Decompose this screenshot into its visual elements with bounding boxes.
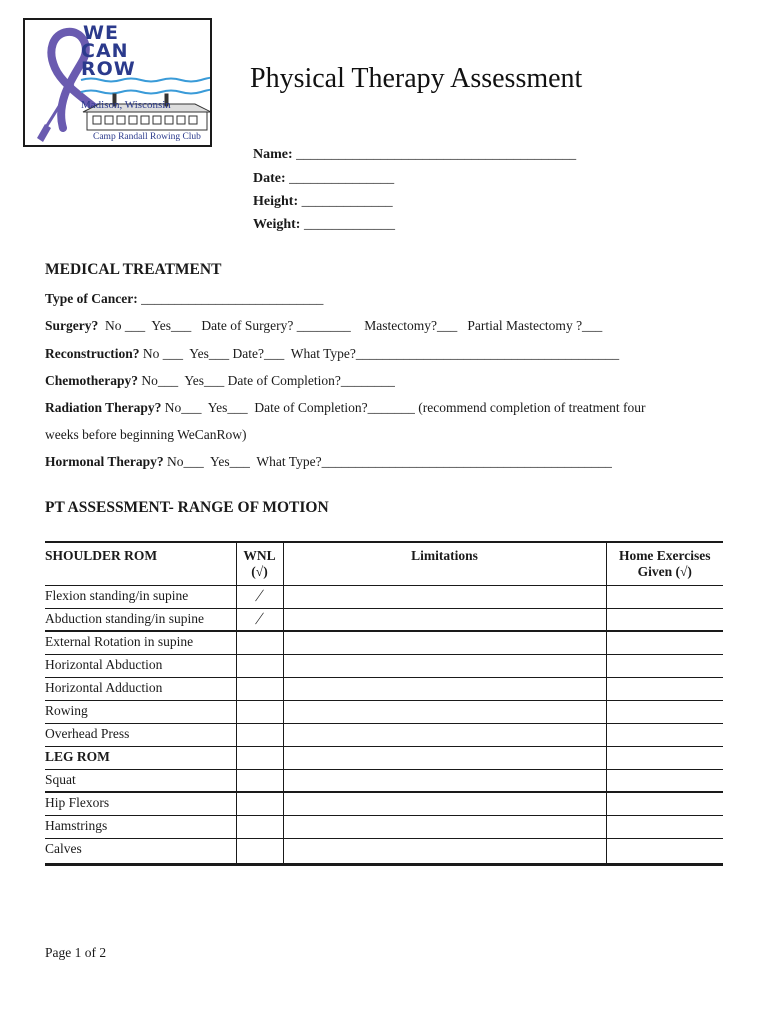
table-row [45,815,723,838]
chemotherapy-options: No___ Yes___ Date of Completion?________ [138,373,395,388]
reconstruction-line[interactable] [45,346,619,362]
col-home-line2: Given (√) [637,564,692,579]
limitations-cell[interactable] [283,585,606,608]
home-exercises-cell[interactable] [606,608,723,631]
radiation-line[interactable] [45,400,645,416]
page-number: Page 1 of 2 [45,945,107,960]
wnl-cell[interactable] [236,585,283,608]
hormonal-options: No___ Yes___ What Type?___________________________________________ [163,454,612,469]
row-label: Squat [45,769,236,792]
name-blank: ________________________________________ [296,147,577,162]
wnl-cell[interactable] [236,769,283,792]
weight-blank: _____________ [303,217,395,232]
limitations-cell[interactable] [283,654,606,677]
height-blank: _____________ [301,194,393,209]
col-wnl [236,542,283,585]
home-exercises-cell[interactable] [606,585,723,608]
table-row [45,700,723,723]
wnl-cell[interactable] [236,723,283,746]
wnl-cell[interactable] [236,631,283,654]
limitations-cell[interactable] [283,792,606,815]
table-section-row [45,746,723,769]
row-label: External Rotation in supine [45,631,236,654]
row-label: Hip Flexors [45,792,236,815]
radiation-note: weeks before beginning WeCanRow) [45,427,247,442]
wnl-cell[interactable] [236,608,283,631]
col-limitations: Limitations [283,542,606,585]
home-exercises-cell[interactable] [606,631,723,654]
logo-word-we: WE [83,22,119,44]
table-row [45,677,723,700]
home-exercises-cell[interactable] [606,769,723,792]
surgery-line[interactable] [45,318,602,334]
wnl-cell[interactable] [236,815,283,838]
date-blank: _______________ [289,171,395,186]
name-label: Name: [253,147,293,162]
home-exercises-cell[interactable] [606,746,723,769]
chemotherapy-line[interactable] [45,373,395,389]
radiation-label: Radiation Therapy? [45,400,162,415]
cancer-type-blank: ___________________________ [137,291,324,306]
weight-label: Weight: [253,217,301,232]
logo-word-can: CAN [81,40,129,62]
height-label: Height: [253,194,299,209]
table-row [45,631,723,654]
hormonal-label: Hormonal Therapy? [45,454,164,469]
wnl-mark: / [253,608,266,628]
leg-rom-label: LEG ROM [45,746,236,769]
pt-assessment-heading: PT ASSESSMENT- RANGE OF MOTION [45,499,329,516]
home-exercises-cell[interactable] [606,838,723,864]
logo-club: Camp Randall Rowing Club [93,132,201,142]
chemotherapy-label: Chemotherapy? [45,373,138,388]
surgery-options: No ___ Yes___ Date of Surgery? ________ Mastectomy?___ Partial Mastectomy ?___ [98,318,603,333]
row-label: Horizontal Abduction [45,654,236,677]
row-label: Flexion standing/in supine [45,585,236,608]
weight-field[interactable] [253,217,395,233]
col-home-line1: Home Exercises [618,548,711,563]
name-field[interactable] [253,147,576,163]
wnl-cell[interactable] [236,677,283,700]
table-row [45,723,723,746]
wnl-cell[interactable] [236,654,283,677]
date-label: Date: [253,171,286,186]
rom-table [45,541,723,866]
col-wnl-line2: (√) [251,564,268,579]
table-row [45,585,723,608]
logo-city: Madison, Wisconsin [81,99,171,111]
wnl-cell[interactable] [236,746,283,769]
home-exercises-cell[interactable] [606,700,723,723]
wecanrow-logo [23,18,212,147]
logo-word-row: ROW [81,58,136,80]
wnl-mark: / [253,585,266,605]
hormonal-line[interactable] [45,454,612,470]
col-home-exercises [606,542,723,585]
home-exercises-cell[interactable] [606,677,723,700]
radiation-options: No___ Yes___ Date of Completion?_______ (recommend completion of treatment four [161,400,646,415]
reconstruction-label: Reconstruction? [45,346,140,361]
row-label: Rowing [45,700,236,723]
table-header-row [45,542,723,585]
table-row [45,608,723,631]
row-label: Calves [45,838,236,864]
wnl-cell[interactable] [236,700,283,723]
wnl-cell[interactable] [236,792,283,815]
limitations-cell[interactable] [283,700,606,723]
table-row [45,792,723,815]
wnl-cell[interactable] [236,838,283,864]
col-shoulder-rom: SHOULDER ROM [45,542,236,585]
home-exercises-cell[interactable] [606,654,723,677]
limitations-cell[interactable] [283,608,606,631]
date-field[interactable] [253,171,394,187]
row-label: Horizontal Adduction [45,677,236,700]
home-exercises-cell[interactable] [606,723,723,746]
table-row [45,838,723,864]
limitations-cell[interactable] [283,746,606,769]
home-exercises-cell[interactable] [606,815,723,838]
limitations-cell[interactable] [283,815,606,838]
table-row [45,654,723,677]
limitations-cell[interactable] [283,677,606,700]
col-wnl-line1: WNL [243,548,276,563]
medical-treatment-heading: MEDICAL TREATMENT [45,261,222,278]
cancer-type-label: Type of Cancer: [45,291,138,306]
limitations-cell[interactable] [283,723,606,746]
limitations-cell[interactable] [283,838,606,864]
table-row [45,769,723,792]
document-title: Physical Therapy Assessment [250,63,583,94]
reconstruction-options: No ___ Yes___ Date?___ What Type?_______________________________________ [139,346,620,361]
row-label: Abduction standing/in supine [45,608,236,631]
surgery-label: Surgery? [45,318,99,333]
cancer-type-line[interactable] [45,291,323,307]
height-field[interactable] [253,194,393,210]
row-label: Overhead Press [45,723,236,746]
row-label: Hamstrings [45,815,236,838]
home-exercises-cell[interactable] [606,792,723,815]
limitations-cell[interactable] [283,769,606,792]
limitations-cell[interactable] [283,631,606,654]
